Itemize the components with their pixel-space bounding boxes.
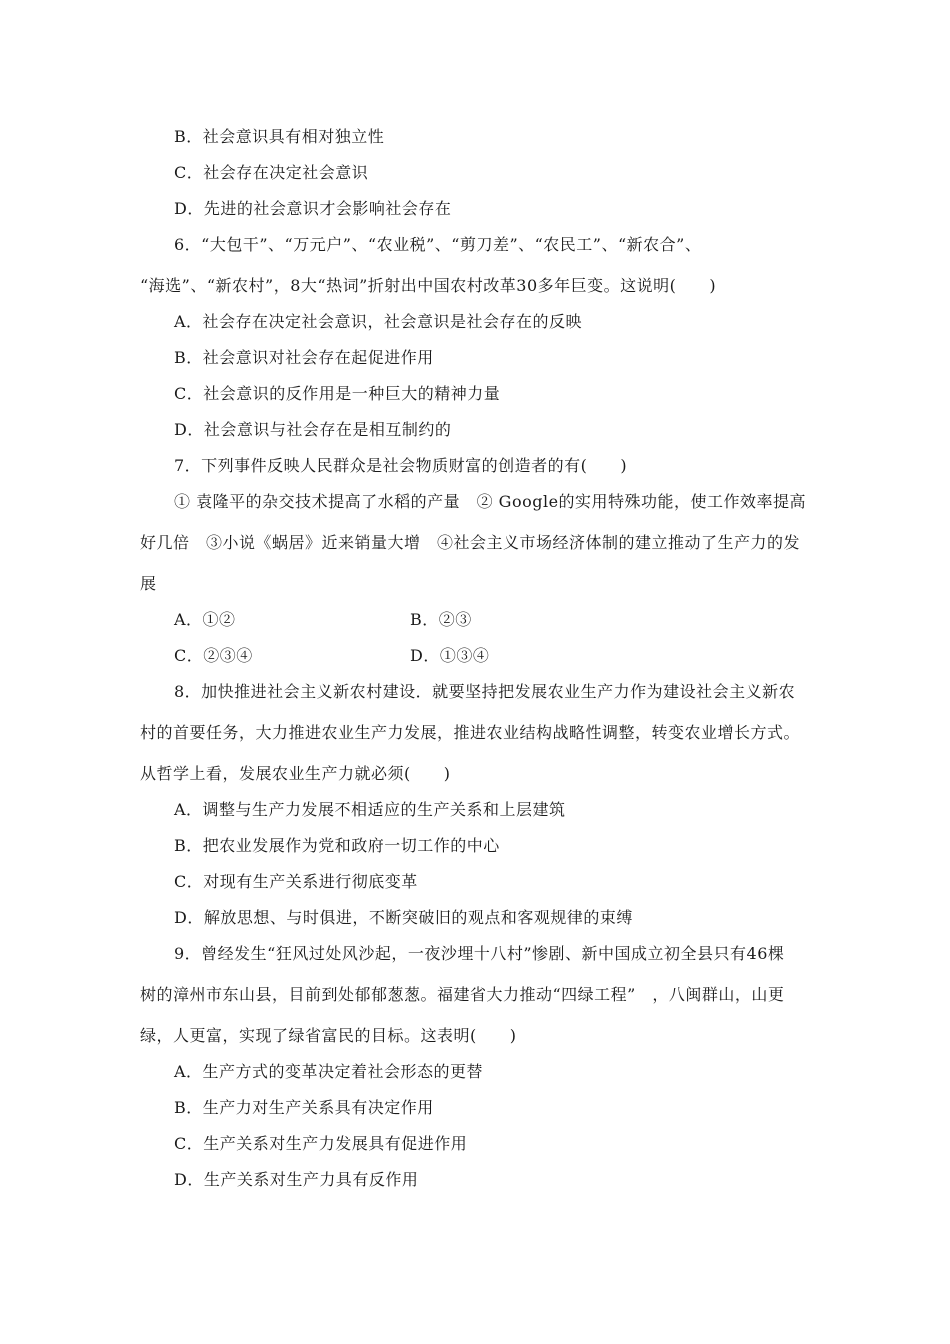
q9-option-a: A．生产方式的变革决定着社会形态的更替 [174, 1062, 484, 1081]
q6-option-c: C．社会意识的反作用是一种巨大的精神力量 [174, 384, 501, 403]
q8-stem-line2: 村的首要任务，大力推进农业生产力发展，推进农业结构战略性调整，转变农业增长方式。 [140, 723, 801, 742]
q9-option-d: D．生产关系对生产力具有反作用 [174, 1170, 419, 1189]
q6-option-a: A．社会存在决定社会意识，社会意识是社会存在的反映 [174, 312, 583, 331]
q9-stem-line2: 树的漳州市东山县，目前到处郁郁葱葱。福建省大力推动“四绿工程” ，八闽群山，山更 [140, 985, 785, 1004]
q6-stem-line1: 6．“大包干”、“万元户”、“农业税”、“剪刀差”、“农民工”、“新农合”、 [174, 235, 702, 254]
q6-option-d: D．社会意识与社会存在是相互制约的 [174, 420, 452, 439]
q7-items-line3: 展 [140, 574, 157, 593]
q7-stem: 7．下列事件反映人民群众是社会物质财富的创造者的有( ) [174, 456, 628, 475]
q6-stem-line2: “海选”、“新农村”，8大“热词”折射出中国农村改革30多年巨变。这说明( ) [140, 276, 717, 295]
q9-stem-line1: 9．曾经发生“狂风过处风沙起，一夜沙埋十八村”惨剧、新中国成立初全县只有46棵 [174, 944, 785, 963]
q7-items-line2: 好几倍 ③小说《蜗居》近来销量大增 ④社会主义市场经济体制的建立推动了生产力的发 [140, 533, 801, 552]
q8-stem-line1: 8．加快推进社会主义新农村建设．就要坚持把发展农业生产力作为建设社会主义新农 [174, 682, 796, 701]
q7-option-b: B．②③ [410, 610, 472, 629]
q5-option-c: C．社会存在决定社会意识 [174, 163, 369, 182]
q9-stem-line3: 绿，人更富，实现了绿省富民的目标。这表明( ) [140, 1026, 517, 1045]
q8-option-b: B．把农业发展作为党和政府一切工作的中心 [174, 836, 500, 855]
q7-option-c: C．②③④ [174, 646, 253, 665]
q5-option-d: D．先进的社会意识才会影响社会存在 [174, 199, 452, 218]
q7-option-a: A．①② [174, 610, 236, 629]
q9-option-b: B．生产力对生产关系具有决定作用 [174, 1098, 434, 1117]
q8-option-d: D．解放思想、与时俱进，不断突破旧的观点和客观规律的束缚 [174, 908, 633, 927]
q8-option-c: C．对现有生产关系进行彻底变革 [174, 872, 418, 891]
q5-option-b: B．社会意识具有相对独立性 [174, 127, 385, 146]
q9-option-c: C．生产关系对生产力发展具有促进作用 [174, 1134, 468, 1153]
q7-option-d: D．①③④ [410, 646, 490, 665]
q8-option-a: A．调整与生产力发展不相适应的生产关系和上层建筑 [174, 800, 566, 819]
q7-items-line1: ① 袁隆平的杂交技术提高了水稻的产量 ② Google的实用特殊功能，使工作效率提高 [174, 492, 807, 511]
q8-stem-line3: 从哲学上看，发展农业生产力就必须( ) [140, 764, 451, 783]
q6-option-b: B．社会意识对社会存在起促进作用 [174, 348, 434, 367]
